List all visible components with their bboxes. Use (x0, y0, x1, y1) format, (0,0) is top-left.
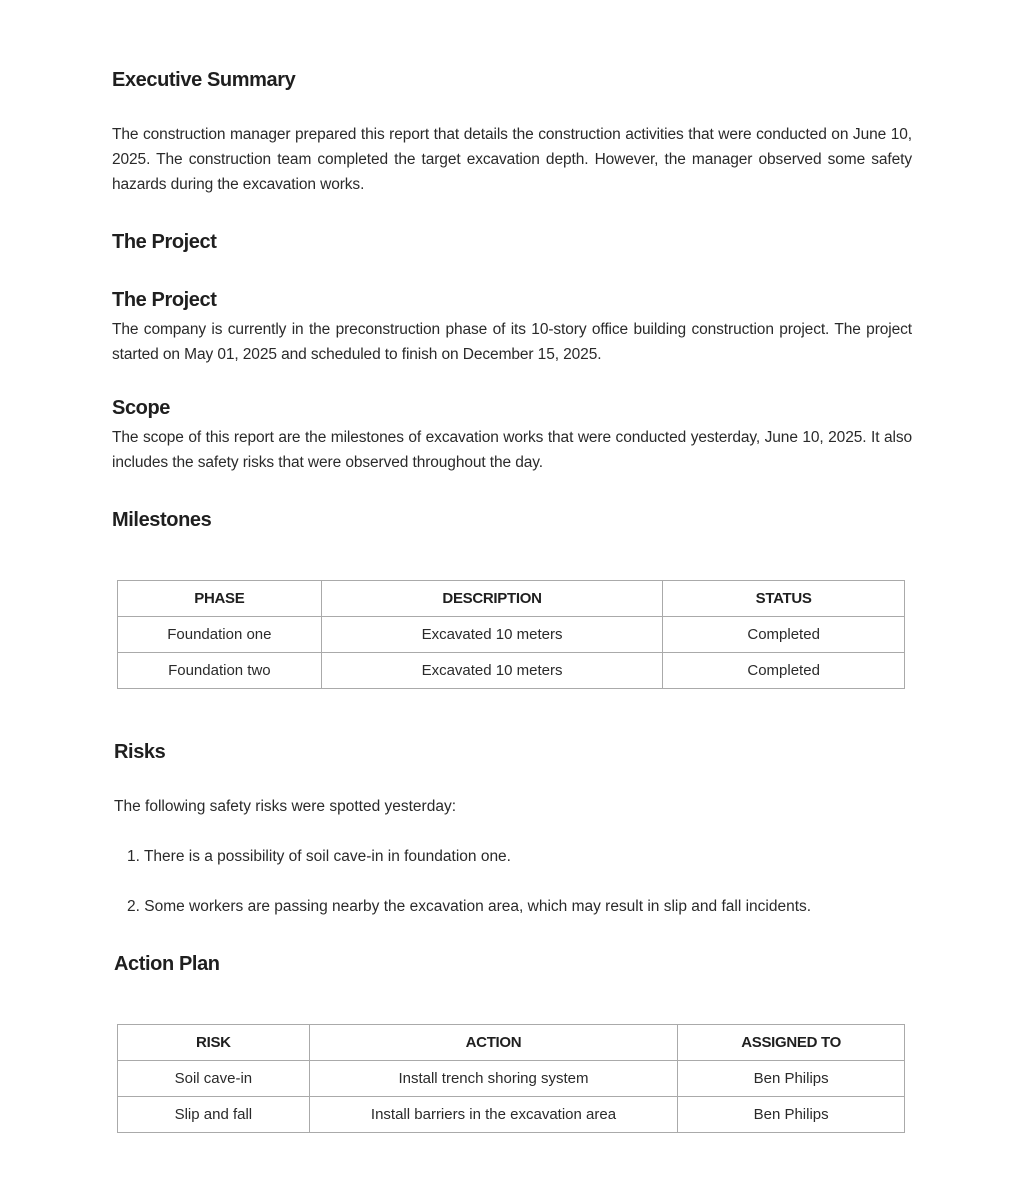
project-body: The company is currently in the preconstruction phase of its 10-story office building construction project. The project started on May 01, 2025 and scheduled to finish on December 15, 2025. (112, 321, 912, 363)
table-cell: Completed (663, 617, 905, 653)
table-row (118, 653, 905, 689)
column-header-description: DESCRIPTION (321, 581, 663, 617)
project-heading: The Project (112, 231, 217, 253)
table-row (118, 1097, 905, 1133)
list-item: 1. There is a possibility of soil cave-in in foundation one. (127, 848, 511, 865)
table-header-row (118, 581, 905, 617)
table-cell: Install trench shoring system (309, 1061, 678, 1097)
table-cell: Install barriers in the excavation area (309, 1097, 678, 1133)
column-header-status: STATUS (663, 581, 905, 617)
table-cell: Excavated 10 meters (321, 617, 663, 653)
table-cell: Slip and fall (118, 1097, 310, 1133)
project-subheading: The Project (112, 289, 217, 311)
action-plan-heading: Action Plan (114, 953, 220, 975)
scope-body: The scope of this report are the milestones of excavation works that were conducted yesterday, June 10, 2025. It also includes the safety risks that were observed throughout the day. (112, 429, 912, 471)
table-row (118, 617, 905, 653)
milestones-table (117, 580, 905, 689)
table-cell: Foundation one (118, 617, 322, 653)
table-cell: Excavated 10 meters (321, 653, 663, 689)
table-cell: Soil cave-in (118, 1061, 310, 1097)
milestones-heading: Milestones (112, 509, 212, 531)
table-header-row (118, 1025, 905, 1061)
executive-summary-heading: Executive Summary (112, 69, 296, 91)
column-header-assigned-to: ASSIGNED TO (678, 1025, 905, 1061)
column-header-phase: PHASE (118, 581, 322, 617)
table-cell: Ben Philips (678, 1097, 905, 1133)
risks-heading: Risks (114, 741, 166, 763)
executive-summary-body: The construction manager prepared this report that details the construction activities that were conducted on June 10, 2025. The construction team completed the target excavation depth. However, the manager observed some safety hazards during the excavation works. (112, 126, 912, 193)
table-cell: Ben Philips (678, 1061, 905, 1097)
risks-intro: The following safety risks were spotted yesterday: (114, 798, 457, 815)
scope-heading: Scope (112, 397, 171, 419)
column-header-action: ACTION (309, 1025, 678, 1061)
table-row (118, 1061, 905, 1097)
list-item: 2. Some workers are passing nearby the excavation area, which may result in slip and fall incidents. (127, 898, 812, 915)
table-cell: Foundation two (118, 653, 322, 689)
action-plan-table (117, 1024, 905, 1133)
column-header-risk: RISK (118, 1025, 310, 1061)
table-cell: Completed (663, 653, 905, 689)
